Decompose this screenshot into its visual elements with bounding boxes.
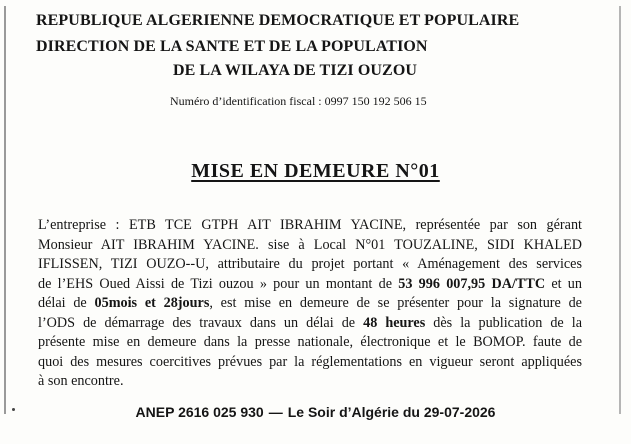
body-line-8: quoi des mesures coercitives prévues par la réglementations en vigueur seront appliquées: [38, 353, 582, 370]
body-line-9: à son encontre.: [38, 373, 124, 389]
body-line-6: [38, 314, 582, 334]
anep-reference: ANEP 2616 025 930: [135, 404, 264, 420]
body-line-1: L’entreprise : ETB TCE GTPH AIT IBRAHIM YACINE, représentée par son gérant: [38, 217, 582, 233]
scan-edge-left: [4, 6, 6, 414]
header-republic: REPUBLIQUE ALGERIENNE DEMOCRATIQUE ET POPULAIRE: [36, 12, 520, 29]
contract-amount: 53 996 007,95 DA/TTC: [398, 275, 546, 292]
contract-delay: 05mois et 28jours: [94, 295, 210, 311]
newspaper-date: Le Soir d’Algérie du 29-07-2026: [287, 404, 496, 420]
body-line-2: Monsieur AIT IBRAHIM YACINE. sise à Local N°01 TOUZALINE, SIDI KHALED: [38, 236, 582, 253]
body-line-7: présente mise en demeure dans la presse nationale, électronique et le BOMOP. faute de: [38, 334, 582, 350]
scan-edge-right: [619, 6, 621, 414]
body-line-5-pre: délai de: [38, 295, 95, 311]
body-line-4: [38, 275, 582, 295]
body-line-4-text: de l’EHS Oued Aissi de Tizi ouzou » pour un montant de: [38, 275, 392, 292]
header-direction: DIRECTION DE LA SANTE ET DE LA POPULATION: [36, 38, 428, 55]
body-line-5: [38, 294, 582, 314]
body-line-6-pre: l’ODS de démarrage des travaux dans un délai de: [38, 314, 364, 331]
body-line-6-post: dès la publication de la: [425, 314, 582, 331]
header-wilaya: DE LA WILAYA DE TIZI OUZOU: [173, 62, 418, 79]
body-line-5-post: , est mise en demeure de se présenter pour la signature de: [209, 295, 582, 311]
page-title: MISE EN DEMEURE N°01: [191, 160, 440, 182]
fiscal-id: Numéro d’identification fiscal : 0997 150 192 506 15: [170, 94, 427, 108]
body-line-4-end: et un: [545, 275, 582, 292]
deadline-hours: 48 heures: [363, 314, 426, 331]
scan-speck: [12, 408, 15, 411]
body-line-3: IFLISSEN, TIZI OUZO--U, attributaire du projet portant « Aménagement des services: [38, 256, 582, 272]
footer-separator: —: [268, 404, 283, 420]
footer-publication: [0, 404, 631, 420]
notice-body: [38, 216, 582, 392]
